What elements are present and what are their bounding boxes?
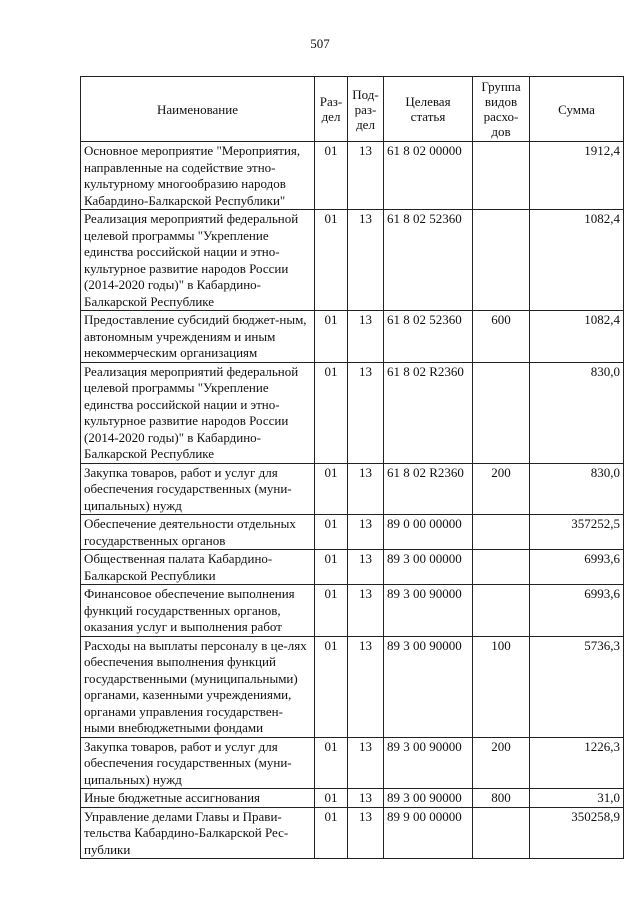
cell-summa: 1226,3 xyxy=(530,737,624,789)
cell-statya: 61 8 02 R2360 xyxy=(384,463,473,515)
budget-table xyxy=(80,76,624,859)
cell-razdel: 01 xyxy=(315,636,348,737)
cell-razdel: 01 xyxy=(315,362,348,463)
cell-gruppa: 200 xyxy=(473,463,530,515)
cell-podrazdel: 13 xyxy=(348,585,384,637)
cell-summa: 1082,4 xyxy=(530,210,624,311)
table-row xyxy=(81,210,624,311)
cell-statya: 89 9 00 00000 xyxy=(384,807,473,859)
cell-name: Предоставление субсидий бюджет-ным, автономным учреждениям и иным некоммерческим организациям xyxy=(81,311,315,363)
cell-name: Реализация мероприятий федеральной целевой программы "Укрепление единства российской нации и этно-культурное развитие народов России (2014-2020 годы)" в Кабардино-Балкарской Республике xyxy=(81,210,315,311)
cell-name: Закупка товаров, работ и услуг для обеспечения государственных (муни-ципальных) нужд xyxy=(81,737,315,789)
cell-podrazdel: 13 xyxy=(348,311,384,363)
cell-name: Расходы на выплаты персоналу в це-лях обеспечения выполнения функций государственными (муниципальными) органами, казенными учреждениями, органами управления государствен-ными внебюджетными фондами xyxy=(81,636,315,737)
cell-summa: 6993,6 xyxy=(530,585,624,637)
cell-name: Общественная палата Кабардино-Балкарской Республики xyxy=(81,550,315,585)
cell-name: Управление делами Главы и Прави-тельства Кабардино-Балкарской Рес-публики xyxy=(81,807,315,859)
cell-name: Финансовое обеспечение выполнения функций государственных органов, оказания услуг и выполнения работ xyxy=(81,585,315,637)
cell-gruppa xyxy=(473,362,530,463)
cell-podrazdel: 13 xyxy=(348,807,384,859)
cell-summa: 6993,6 xyxy=(530,550,624,585)
cell-gruppa xyxy=(473,807,530,859)
cell-statya: 89 3 00 90000 xyxy=(384,585,473,637)
table-row xyxy=(81,362,624,463)
cell-gruppa xyxy=(473,210,530,311)
table-row xyxy=(81,585,624,637)
cell-podrazdel: 13 xyxy=(348,636,384,737)
cell-name: Закупка товаров, работ и услуг для обеспечения государственных (муни-ципальных) нужд xyxy=(81,463,315,515)
page-number: 507 xyxy=(310,36,330,51)
cell-gruppa: 600 xyxy=(473,311,530,363)
header-name: Наименование xyxy=(81,77,315,142)
cell-summa: 1082,4 xyxy=(530,311,624,363)
cell-razdel: 01 xyxy=(315,142,348,210)
cell-podrazdel: 13 xyxy=(348,550,384,585)
table-row xyxy=(81,463,624,515)
table-body xyxy=(81,142,624,859)
cell-statya: 61 8 02 00000 xyxy=(384,142,473,210)
cell-summa: 830,0 xyxy=(530,362,624,463)
cell-gruppa xyxy=(473,515,530,550)
header-statya: Целевая статья xyxy=(384,77,473,142)
cell-podrazdel: 13 xyxy=(348,463,384,515)
cell-podrazdel: 13 xyxy=(348,142,384,210)
cell-podrazdel: 13 xyxy=(348,362,384,463)
cell-name: Иные бюджетные ассигнования xyxy=(81,789,315,808)
cell-razdel: 01 xyxy=(315,311,348,363)
cell-statya: 61 8 02 52360 xyxy=(384,210,473,311)
cell-summa: 31,0 xyxy=(530,789,624,808)
table-header-row xyxy=(81,77,624,142)
cell-statya: 89 3 00 90000 xyxy=(384,789,473,808)
cell-gruppa xyxy=(473,550,530,585)
cell-statya: 61 8 02 R2360 xyxy=(384,362,473,463)
cell-statya: 89 3 00 00000 xyxy=(384,550,473,585)
cell-razdel: 01 xyxy=(315,585,348,637)
cell-razdel: 01 xyxy=(315,789,348,808)
cell-summa: 830,0 xyxy=(530,463,624,515)
cell-razdel: 01 xyxy=(315,807,348,859)
cell-gruppa: 100 xyxy=(473,636,530,737)
cell-summa: 5736,3 xyxy=(530,636,624,737)
cell-razdel: 01 xyxy=(315,210,348,311)
table-row xyxy=(81,142,624,210)
cell-name: Основное мероприятие "Мероприятия, направленные на содействие этно-культурному многообразию народов Кабардино-Балкарской Республики" xyxy=(81,142,315,210)
cell-summa: 357252,5 xyxy=(530,515,624,550)
table-row xyxy=(81,807,624,859)
table-row xyxy=(81,515,624,550)
header-razdel: Раз- дел xyxy=(315,77,348,142)
cell-podrazdel: 13 xyxy=(348,210,384,311)
cell-gruppa xyxy=(473,142,530,210)
cell-razdel: 01 xyxy=(315,515,348,550)
table-row xyxy=(81,636,624,737)
cell-gruppa xyxy=(473,585,530,637)
cell-razdel: 01 xyxy=(315,737,348,789)
cell-summa: 350258,9 xyxy=(530,807,624,859)
cell-statya: 89 0 00 00000 xyxy=(384,515,473,550)
cell-statya: 89 3 00 90000 xyxy=(384,636,473,737)
cell-podrazdel: 13 xyxy=(348,789,384,808)
table-row xyxy=(81,311,624,363)
cell-razdel: 01 xyxy=(315,550,348,585)
cell-summa: 1912,4 xyxy=(530,142,624,210)
cell-gruppa: 800 xyxy=(473,789,530,808)
table-row xyxy=(81,789,624,808)
table-row xyxy=(81,737,624,789)
cell-name: Обеспечение деятельности отдельных государственных органов xyxy=(81,515,315,550)
cell-name: Реализация мероприятий федеральной целевой программы "Укрепление единства российской нации и этно-культурное развитие народов России (2014-2020 годы)" в Кабардино-Балкарской Республике xyxy=(81,362,315,463)
cell-razdel: 01 xyxy=(315,463,348,515)
table-row xyxy=(81,550,624,585)
cell-statya: 61 8 02 52360 xyxy=(384,311,473,363)
cell-statya: 89 3 00 90000 xyxy=(384,737,473,789)
header-podrazdel: Под- раз- дел xyxy=(348,77,384,142)
cell-gruppa: 200 xyxy=(473,737,530,789)
header-gruppa: Группа видов расхо- дов xyxy=(473,77,530,142)
cell-podrazdel: 13 xyxy=(348,515,384,550)
cell-podrazdel: 13 xyxy=(348,737,384,789)
header-summa: Сумма xyxy=(530,77,624,142)
